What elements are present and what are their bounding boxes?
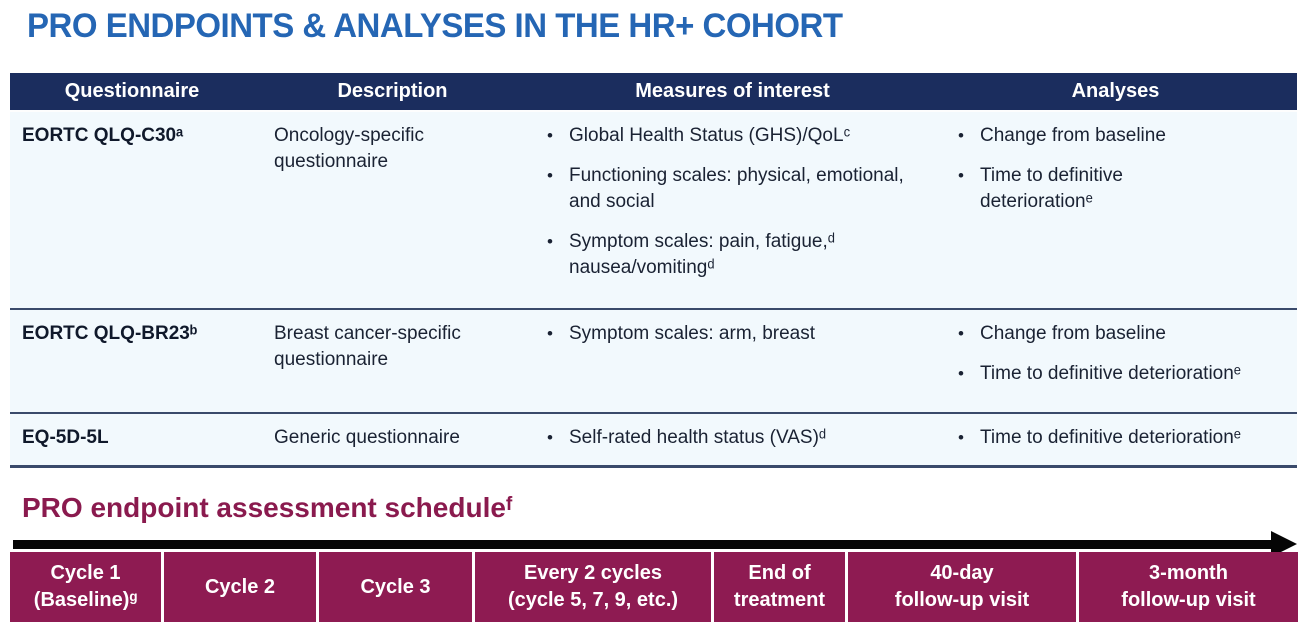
analysis-text: Change from baseline xyxy=(980,323,1166,344)
stage-label-line: Cycle 2 xyxy=(204,575,276,598)
pro-endpoints-table xyxy=(10,73,1297,468)
table-row xyxy=(10,112,1297,310)
measure-item xyxy=(547,425,934,451)
measures-cell xyxy=(531,310,934,412)
measure-text: Symptom scales: pain, fatigue,ᵈ nausea/vomitingᵈ xyxy=(569,231,835,278)
table-header-row xyxy=(10,73,1297,112)
analysis-item xyxy=(958,123,1297,149)
analysis-item xyxy=(958,163,1297,215)
stage-label-line: Every 2 cycles xyxy=(524,562,662,584)
analysis-text: Time to definitive deteriorationᵉ xyxy=(980,165,1123,212)
measure-item xyxy=(547,123,934,149)
measure-item xyxy=(547,163,934,215)
measure-text: Global Health Status (GHS)/QoLᶜ xyxy=(569,125,851,146)
analysis-text: Time to definitive deteriorationᵉ xyxy=(980,363,1241,384)
stage-label-line: treatment xyxy=(733,589,826,611)
stage-label-line: 3-month xyxy=(1149,562,1228,584)
measure-item xyxy=(547,229,934,281)
stage-40-day-follow-up xyxy=(848,552,1076,622)
column-header-measures: Measures of interest xyxy=(635,80,830,102)
description-cell xyxy=(254,112,531,308)
stage-label-line: Cycle 3 xyxy=(360,575,431,598)
questionnaire-cell: EQ-5D-5L xyxy=(22,427,109,448)
table-row xyxy=(10,310,1297,414)
analysis-text: Change from baseline xyxy=(980,125,1166,146)
measure-item xyxy=(547,321,934,347)
description-cell xyxy=(254,310,531,412)
measure-text: Self-rated health status (VAS)ᵈ xyxy=(569,427,827,448)
column-header-analyses: Analyses xyxy=(1071,80,1160,102)
stage-label-line: follow-up visit xyxy=(1121,589,1256,611)
stage-every-2-cycles xyxy=(475,552,711,622)
questionnaire-cell: EORTC QLQ-BR23ᵇ xyxy=(22,323,198,344)
analysis-item xyxy=(958,321,1297,347)
analyses-cell xyxy=(934,112,1297,308)
arrow-bar xyxy=(13,540,1273,549)
table-row xyxy=(10,414,1297,468)
analyses-cell xyxy=(934,414,1297,465)
column-header-questionnaire: Questionnaire xyxy=(64,80,200,102)
bullet-icon xyxy=(958,361,980,387)
analyses-cell xyxy=(934,310,1297,412)
bullet-icon xyxy=(958,425,980,451)
description-cell xyxy=(254,414,531,465)
description-text: Generic questionnaire xyxy=(274,427,460,448)
column-header-description: Description xyxy=(337,80,448,102)
analysis-item xyxy=(958,425,1297,451)
stage-label-line: (cycle 5, 7, 9, etc.) xyxy=(507,589,679,611)
stage-cycle-2 xyxy=(164,552,316,622)
stage-cycle-3 xyxy=(319,552,472,622)
bullet-icon xyxy=(547,229,569,281)
bullet-icon xyxy=(958,123,980,149)
bullet-icon xyxy=(547,163,569,215)
stage-label-line: Cycle 1 xyxy=(50,562,121,584)
bullet-icon xyxy=(547,321,569,347)
bullet-icon xyxy=(958,321,980,347)
bullet-icon xyxy=(547,123,569,149)
stage-label-line: follow-up visit xyxy=(894,589,1030,611)
stage-label-line: 40-day xyxy=(930,562,994,584)
measure-text: Symptom scales: arm, breast xyxy=(569,323,816,344)
measures-cell xyxy=(531,414,934,465)
stage-cycle-1 xyxy=(10,552,161,622)
schedule-stage-bar xyxy=(10,552,1298,622)
stage-3-month-follow-up xyxy=(1079,552,1298,622)
stage-label-line: (Baseline)ᵍ xyxy=(33,589,138,611)
page-title: PRO ENDPOINTS & ANALYSES IN THE HR+ COHORT xyxy=(27,7,843,45)
stage-end-of-treatment xyxy=(714,552,845,622)
measure-text: Functioning scales: physical, emotional, and social xyxy=(569,165,904,212)
stage-label-line: End of xyxy=(748,562,811,584)
description-text: Breast cancer-specific questionnaire xyxy=(274,323,461,370)
measures-cell xyxy=(531,112,934,308)
analysis-item xyxy=(958,361,1297,387)
schedule-section-title: PRO endpoint assessment scheduleᶠ xyxy=(22,492,513,523)
analysis-text: Time to definitive deteriorationᵉ xyxy=(980,427,1241,448)
questionnaire-cell: EORTC QLQ-C30ᵃ xyxy=(22,125,184,146)
description-text: Oncology-specific questionnaire xyxy=(274,125,424,172)
bullet-icon xyxy=(958,163,980,215)
bullet-icon xyxy=(547,425,569,451)
